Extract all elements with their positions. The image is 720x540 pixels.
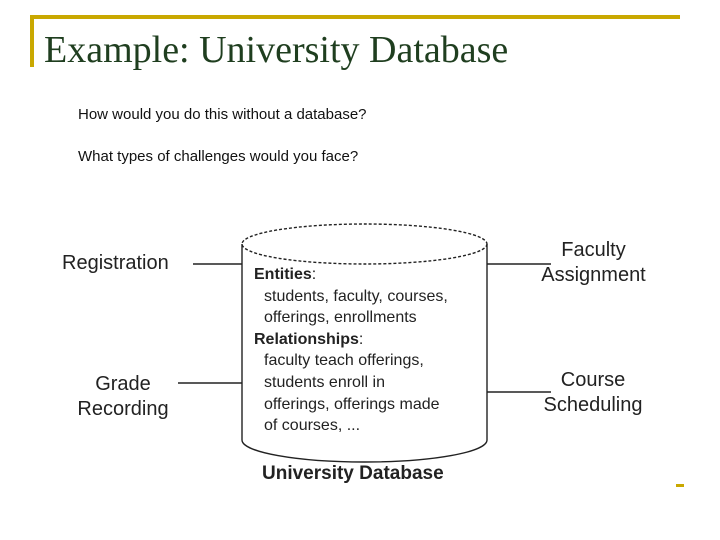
- label-grade-line2: Recording: [77, 398, 169, 420]
- database-caption: University Database: [262, 463, 444, 484]
- label-grade-line1: Grade: [95, 373, 151, 395]
- relationships-line-4: of courses, ...: [264, 417, 361, 435]
- label-course-line2: Scheduling: [543, 394, 643, 416]
- slide-title: Example: University Database: [44, 29, 509, 71]
- label-faculty-line1: Faculty: [561, 239, 626, 261]
- entities-line-2: offerings, enrollments: [264, 309, 417, 327]
- question-1: How would you do this without a database?: [78, 106, 367, 123]
- label-grade-recording: [74, 372, 172, 422]
- label-course-line1: Course: [560, 369, 626, 391]
- relationships-heading: Relationships:: [254, 330, 364, 348]
- relationships-line-2: students enroll in: [264, 373, 385, 391]
- label-faculty-assignment: [536, 238, 651, 288]
- database-contents: [254, 264, 448, 437]
- entities-line-1: students, faculty, courses,: [264, 287, 448, 305]
- relationships-line-1: faculty teach offerings,: [264, 352, 424, 370]
- question-2: What types of challenges would you face?: [78, 148, 359, 165]
- database-cylinder-top: [242, 224, 487, 264]
- label-faculty-line2: Assignment: [541, 264, 646, 286]
- relationships-line-3: offerings, offerings made: [264, 395, 440, 413]
- label-registration: Registration: [62, 252, 169, 274]
- entities-heading: Entities:: [254, 266, 317, 283]
- label-course-scheduling: [538, 368, 648, 418]
